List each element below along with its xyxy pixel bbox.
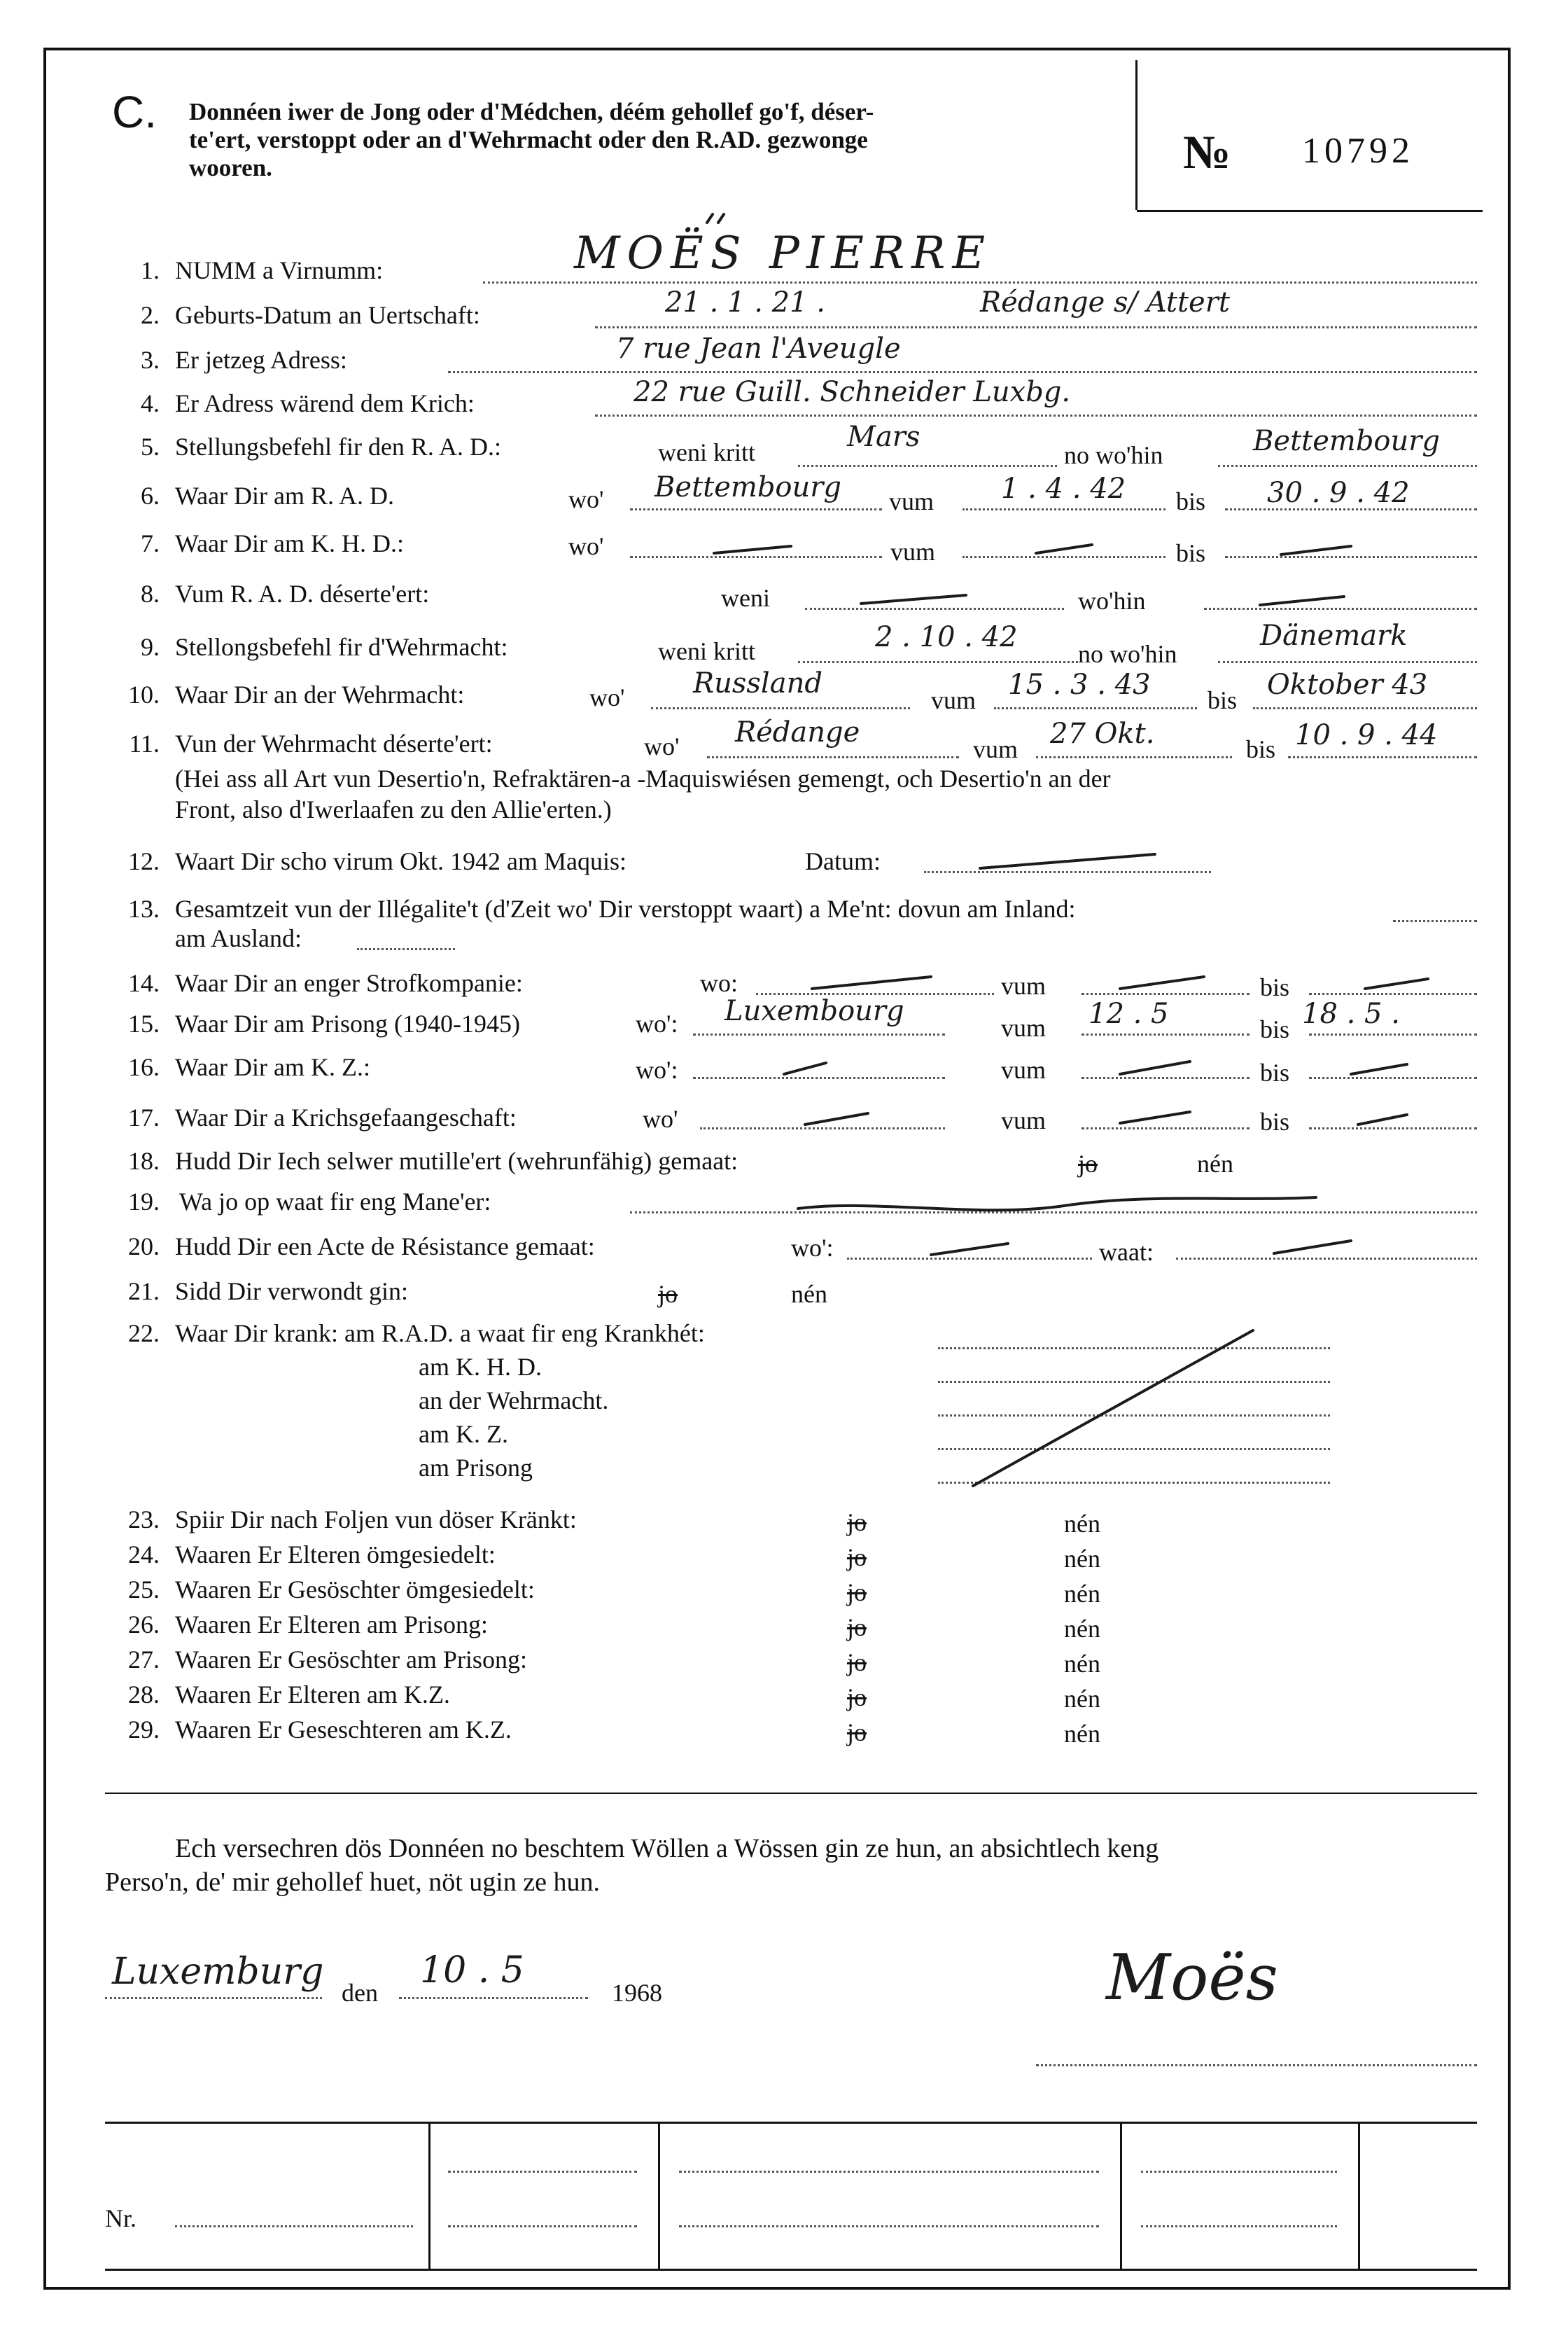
item-number: 20. bbox=[128, 1232, 160, 1260]
item-number: 16. bbox=[128, 1053, 160, 1081]
wehrmacht-order-date: 2 . 10 . 42 bbox=[875, 621, 1018, 653]
item-label: Spiir Dir nach Foljen vun döser Kränkt: bbox=[175, 1505, 577, 1533]
vum-label: vum bbox=[1001, 972, 1046, 1000]
wo-label: wo': bbox=[636, 1056, 678, 1084]
item-number: 5. bbox=[141, 433, 160, 461]
vum-label: vum bbox=[973, 735, 1018, 763]
footer-nr-label: Nr. bbox=[105, 2204, 136, 2232]
item-number: 14. bbox=[128, 969, 160, 997]
item-number: 2. bbox=[141, 301, 160, 329]
footer-divider bbox=[428, 2122, 430, 2269]
when-label: weni kritt bbox=[658, 637, 755, 665]
header-line-2: te'ert, verstoppt oder an d'Wehrmacht oder den R.AD. gezwonge bbox=[189, 126, 868, 153]
fill-line bbox=[1141, 2225, 1337, 2227]
item-number: 3. bbox=[141, 346, 160, 374]
name-value: MOËS PIERRE bbox=[574, 228, 993, 279]
item-note: Front, also d'Iwerlaafen zu den Allie'erten.) bbox=[175, 795, 612, 823]
item-number: 26. bbox=[128, 1610, 160, 1638]
bis-label: bis bbox=[1246, 735, 1276, 763]
item-number: 23. bbox=[128, 1505, 160, 1533]
item-number: 19. bbox=[128, 1188, 160, 1216]
item-number: 12. bbox=[128, 847, 160, 875]
option-jo-struck: jo bbox=[847, 1648, 867, 1676]
option-jo-struck: jo bbox=[847, 1683, 867, 1711]
item-number: 22. bbox=[128, 1319, 160, 1347]
option-nen: nén bbox=[1064, 1580, 1100, 1608]
desertion-to: 10 . 9 . 44 bbox=[1295, 719, 1438, 751]
desertion-place: Rédange bbox=[735, 716, 860, 749]
item-label: Hudd Dir Iech selwer mutille'ert (wehrunfähig) gemaat: bbox=[175, 1147, 738, 1175]
wohin-label: wo'hin bbox=[1078, 587, 1146, 615]
number-sign: № bbox=[1183, 125, 1231, 179]
wo-label: wo' bbox=[644, 732, 680, 760]
footer-divider bbox=[1120, 2122, 1122, 2269]
item-number: 28. bbox=[128, 1681, 160, 1709]
wehrmacht-destination: Dänemark bbox=[1260, 620, 1408, 652]
vum-label: vum bbox=[1001, 1056, 1046, 1084]
prison-place: Luxembourg bbox=[724, 995, 904, 1027]
item-label: Er Adress wärend dem Krich: bbox=[175, 389, 475, 417]
fill-line bbox=[679, 2171, 1099, 2173]
signature: Moës bbox=[1106, 1941, 1278, 2015]
item-label: Waar Dir a Krichsgefaangeschaft: bbox=[175, 1104, 517, 1132]
wo-label: wo' bbox=[589, 683, 625, 711]
fill-line bbox=[679, 2225, 1099, 2227]
signature-line bbox=[1036, 2064, 1477, 2066]
item-label: Er jetzeg Adress: bbox=[175, 346, 347, 374]
desertion-from: 27 Okt. bbox=[1050, 718, 1155, 750]
item-label: Stellongsbefehl fir d'Wehrmacht: bbox=[175, 633, 508, 661]
signature-place: Luxemburg bbox=[112, 1951, 324, 1993]
item-number: 10. bbox=[128, 681, 160, 709]
wo-label: wo' bbox=[568, 485, 604, 513]
item-label: Wa jo op waat fir eng Mane'er: bbox=[179, 1188, 491, 1216]
option-nen: nén bbox=[1064, 1720, 1100, 1748]
option-jo-struck: jo bbox=[847, 1543, 867, 1571]
footer-divider bbox=[1358, 2122, 1360, 2269]
rad-to: 30 . 9 . 42 bbox=[1267, 477, 1410, 509]
option-nen: nén bbox=[1064, 1510, 1100, 1538]
item-label: Gesamtzeit vun der Illégalite't (d'Zeit wo' Dir verstoppt waart) a Me'nt: dovun am Inland: bbox=[175, 895, 1076, 923]
rad-place: Bettembourg bbox=[654, 471, 841, 503]
vum-label: vum bbox=[890, 538, 936, 566]
signature-year: 1968 bbox=[612, 1979, 662, 2007]
bis-label: bis bbox=[1260, 973, 1290, 1001]
bis-label: bis bbox=[1260, 1059, 1290, 1087]
fill-line bbox=[399, 1997, 588, 1999]
option-jo-struck: jo bbox=[847, 1508, 867, 1536]
rad-destination: Bettembourg bbox=[1253, 425, 1440, 457]
wehrmacht-place: Russland bbox=[693, 667, 822, 700]
datum-label: Datum: bbox=[805, 847, 881, 875]
current-address-value: 7 rue Jean l'Aveugle bbox=[616, 333, 901, 365]
option-jo-struck: jo bbox=[847, 1578, 867, 1606]
option-jo-struck: jo bbox=[847, 1613, 867, 1641]
option-jo-struck: jo bbox=[1078, 1150, 1098, 1178]
item-label: Geburts-Datum an Uertschaft: bbox=[175, 301, 480, 329]
item-number: 9. bbox=[141, 633, 160, 661]
weni-label: weni bbox=[721, 584, 770, 612]
prison-to: 18 . 5 . bbox=[1302, 998, 1400, 1030]
birth-date-value: 21 . 1 . 21 . bbox=[665, 286, 825, 319]
where-label: no wo'hin bbox=[1078, 640, 1177, 668]
option-nen: nén bbox=[1064, 1615, 1100, 1643]
declaration-line-2: Perso'n, de' mir gehollef huet, nöt ugin ze hun. bbox=[105, 1867, 601, 1897]
item-number: 4. bbox=[141, 389, 160, 417]
item-number: 7. bbox=[141, 529, 160, 557]
item-number: 1. bbox=[141, 256, 160, 284]
item-label: Vun der Wehrmacht déserte'ert: bbox=[175, 730, 493, 758]
item-number: 13. bbox=[128, 895, 160, 923]
signature-date: 10 . 5 bbox=[420, 1949, 524, 1991]
fill-line bbox=[175, 2225, 413, 2227]
rad-order-date: Mars bbox=[847, 421, 920, 453]
item-label: Waaren Er Geseschteren am K.Z. bbox=[175, 1716, 512, 1744]
fill-line bbox=[448, 2225, 637, 2227]
section-letter: C. bbox=[112, 87, 157, 137]
item-number: 25. bbox=[128, 1575, 160, 1603]
item-number: 17. bbox=[128, 1104, 160, 1132]
item-label: NUMM a Virnumm: bbox=[175, 256, 384, 284]
item-label: Waar Dir am R. A. D. bbox=[175, 482, 395, 510]
item-sub-label: am K. H. D. bbox=[419, 1353, 542, 1381]
item-number: 21. bbox=[128, 1277, 160, 1305]
item-label: Waaren Er Gesöschter ömgesiedelt: bbox=[175, 1575, 535, 1603]
item-label: Waar Dir krank: am R.A.D. a waat fir eng Krankhét: bbox=[175, 1319, 705, 1347]
item-label-line2: am Ausland: bbox=[175, 924, 302, 952]
bis-label: bis bbox=[1176, 487, 1206, 515]
bis-label: bis bbox=[1260, 1108, 1290, 1136]
where-label: no wo'hin bbox=[1064, 441, 1163, 469]
header-line-1: Donnéen iwer de Jong oder d'Médchen, déém gehollef go'f, déser- bbox=[189, 98, 874, 125]
wehrmacht-from: 15 . 3 . 43 bbox=[1008, 669, 1151, 701]
item-number: 8. bbox=[141, 580, 160, 608]
item-label: Sidd Dir verwondt gin: bbox=[175, 1277, 408, 1305]
option-nen: nén bbox=[1064, 1545, 1100, 1573]
item-number: 11. bbox=[129, 730, 160, 758]
item-number: 29. bbox=[128, 1716, 160, 1744]
footer-divider bbox=[658, 2122, 660, 2269]
item-label: Waaren Er Elteren am K.Z. bbox=[175, 1681, 450, 1709]
footer-bottom-rule bbox=[105, 2269, 1477, 2271]
wo-label: wo': bbox=[791, 1234, 834, 1262]
prison-from: 12 . 5 bbox=[1088, 998, 1169, 1030]
birth-place-value: Rédange s/ Attert bbox=[980, 286, 1230, 319]
section-divider bbox=[105, 1793, 1477, 1794]
header-line-3: wooren. bbox=[189, 154, 272, 181]
option-nen: nén bbox=[1064, 1685, 1100, 1713]
item-number: 27. bbox=[128, 1645, 160, 1673]
footer-top-rule bbox=[105, 2122, 1477, 2124]
option-nen: nén bbox=[1197, 1150, 1233, 1178]
bis-label: bis bbox=[1260, 1015, 1290, 1043]
wo-label: wo' bbox=[643, 1105, 678, 1133]
waat-label: waat: bbox=[1099, 1238, 1154, 1266]
bis-label: bis bbox=[1176, 539, 1206, 567]
form-number: 10792 bbox=[1302, 131, 1414, 171]
item-number: 18. bbox=[128, 1147, 160, 1175]
item-label: Waar Dir am K. Z.: bbox=[175, 1053, 370, 1081]
item-label: Waart Dir scho virum Okt. 1942 am Maquis: bbox=[175, 847, 626, 875]
vum-label: vum bbox=[931, 686, 976, 714]
item-number: 6. bbox=[141, 482, 160, 510]
option-nen: nén bbox=[1064, 1650, 1100, 1678]
item-label: Waaren Er Elteren am Prisong: bbox=[175, 1610, 488, 1638]
fill-line bbox=[448, 2171, 637, 2173]
item-number: 24. bbox=[128, 1540, 160, 1568]
option-jo-struck: jo bbox=[847, 1718, 867, 1746]
item-label: Waaren Er Gesöschter am Prisong: bbox=[175, 1645, 527, 1673]
fill-line bbox=[105, 1997, 322, 1999]
when-label: weni kritt bbox=[658, 438, 755, 466]
item-label: Hudd Dir een Acte de Résistance gemaat: bbox=[175, 1232, 595, 1260]
bis-label: bis bbox=[1208, 686, 1238, 714]
fill-line bbox=[1141, 2171, 1337, 2173]
option-nen: nén bbox=[791, 1280, 827, 1308]
declaration-line-1: Ech versechren dös Donnéen no beschtem Wöllen a Wössen gin ze hun, an absichtlech keng bbox=[175, 1834, 1159, 1863]
wehrmacht-to: Oktober 43 bbox=[1267, 669, 1428, 701]
item-sub-label: an der Wehrmacht. bbox=[419, 1386, 609, 1414]
item-label: Stellungsbefehl fir den R. A. D.: bbox=[175, 433, 501, 461]
war-address-value: 22 rue Guill. Schneider Luxbg. bbox=[634, 376, 1071, 408]
vum-label: vum bbox=[1001, 1014, 1046, 1042]
item-label: Vum R. A. D. déserte'ert: bbox=[175, 580, 430, 608]
item-sub-label: am Prisong bbox=[419, 1454, 533, 1482]
den-label: den bbox=[342, 1979, 378, 2007]
vum-label: vum bbox=[889, 487, 934, 515]
item-label: Waaren Er Elteren ömgesiedelt: bbox=[175, 1540, 496, 1568]
vum-label: vum bbox=[1001, 1106, 1046, 1134]
wo-label: wo' bbox=[568, 532, 604, 560]
wo-label: wo': bbox=[636, 1010, 678, 1038]
item-label: Waar Dir an enger Strofkompanie: bbox=[175, 969, 523, 997]
item-note: (Hei ass all Art vun Desertio'n, Refraktären-a -Maquiswiésen gemengt, och Desertio'n an der bbox=[175, 765, 1111, 793]
wo-label: wo: bbox=[700, 969, 738, 997]
item-label: Waar Dir an der Wehrmacht: bbox=[175, 681, 465, 709]
item-label: Waar Dir am K. H. D.: bbox=[175, 529, 405, 557]
item-label: Waar Dir am Prisong (1940-1945) bbox=[175, 1010, 520, 1038]
item-sub-label: am K. Z. bbox=[419, 1420, 508, 1448]
option-jo-struck: jo bbox=[658, 1280, 678, 1308]
item-number: 15. bbox=[128, 1010, 160, 1038]
rad-from: 1 . 4 . 42 bbox=[1001, 473, 1126, 505]
